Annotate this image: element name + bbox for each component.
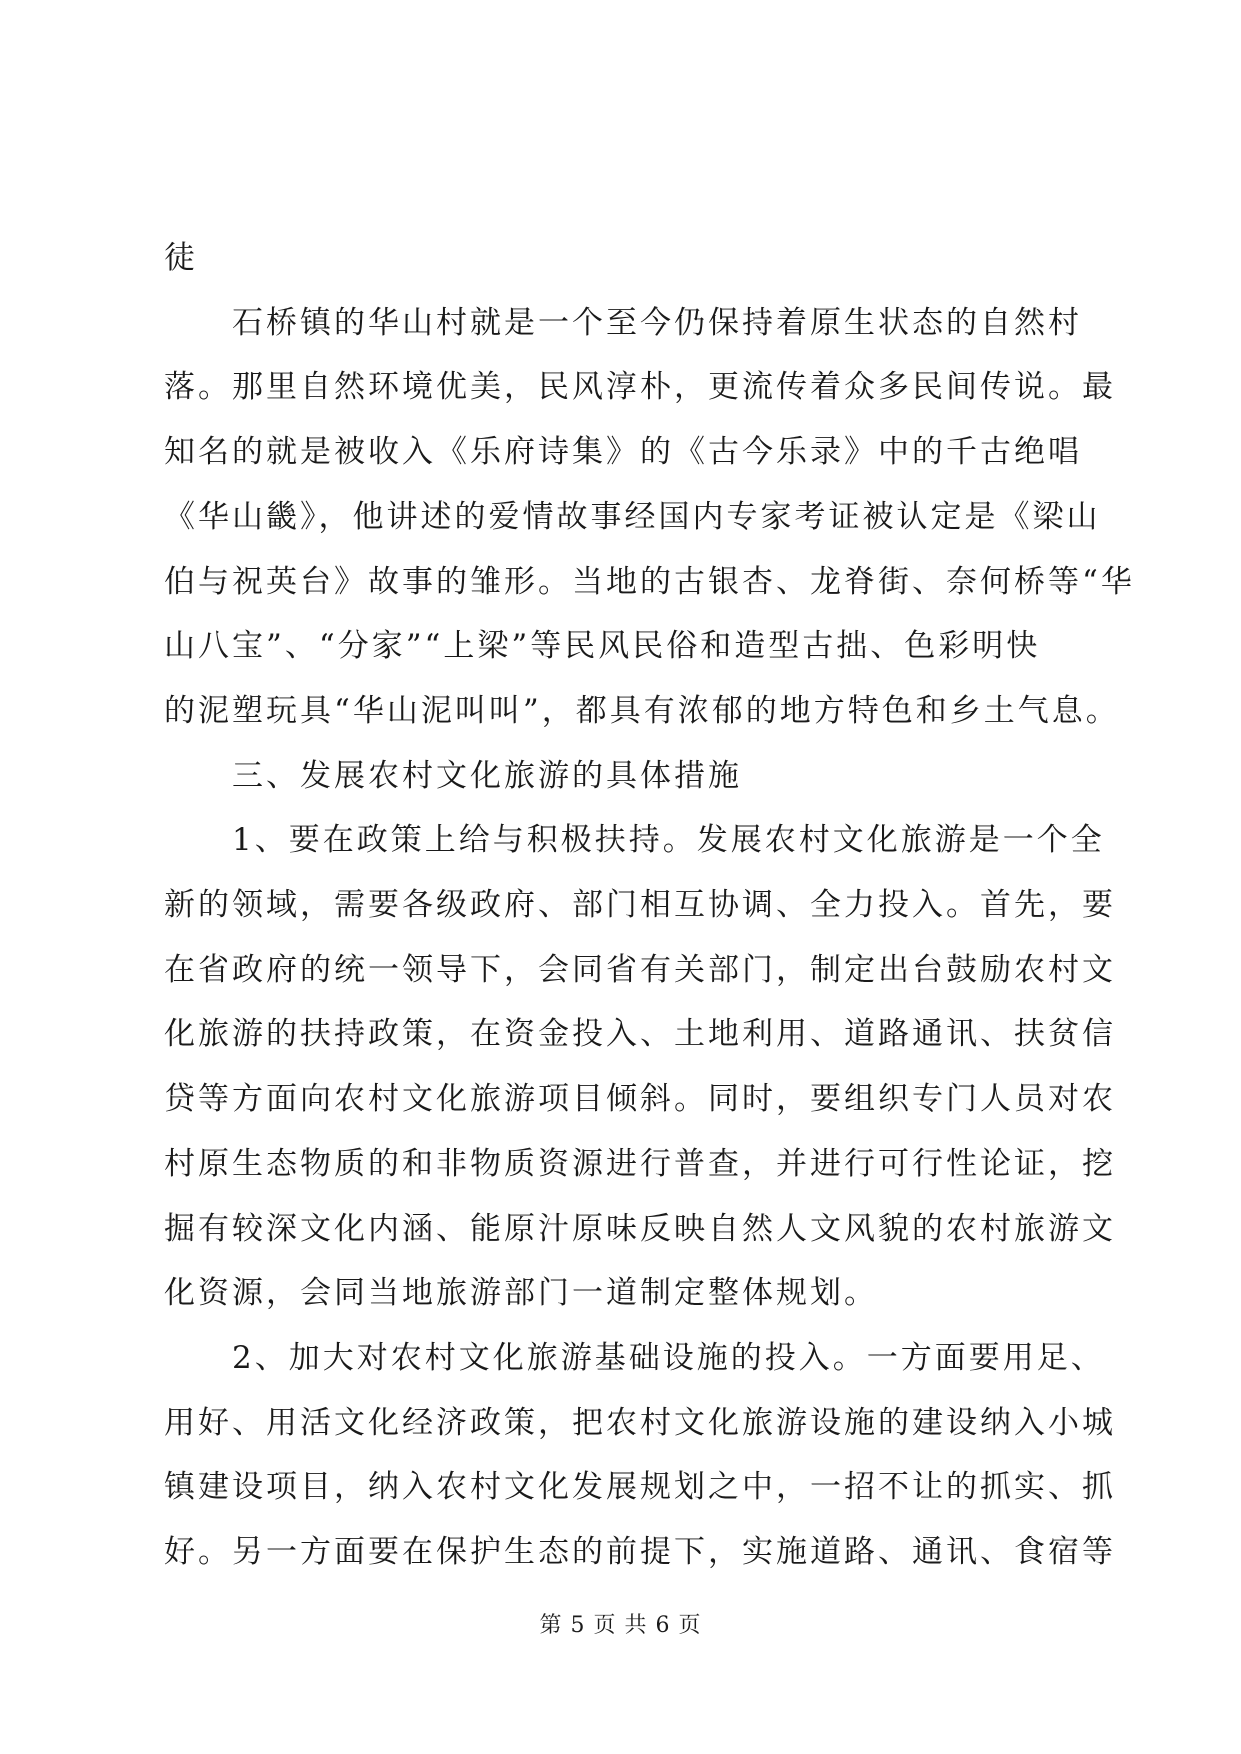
text-line: 石桥镇的华山村就是一个至今仍保持着原生状态的自然村 [232,304,1082,341]
section-heading-text: 三、发展农村文化旅游的具体措施 [232,757,742,794]
text-line: 《华山畿》，他讲述的爱情故事经国内专家考证被认定是《梁山 [164,498,1101,535]
paragraph-measure-1 [164,808,1116,1326]
text-line: 在省政府的统一领导下，会同省有关部门，制定出台鼓励农村文 [164,951,1116,988]
paragraph-huashan-village [164,291,1135,744]
text-line: 化旅游的扶持政策，在资金投入、土地利用、道路通讯、扶贫信 [164,1016,1116,1053]
paragraph-continuation [164,226,1094,291]
document-body [164,226,1135,1585]
text-line: 镇建设项目，纳入农村文化发展规划之中，一招不让的抓实、抓 [164,1469,1116,1506]
text-line: 2、加大对农村文化旅游基础设施的投入。一方面要用足、 [232,1339,1105,1376]
text-line: 的泥塑玩具“华山泥叫叫”，都具有浓郁的地方特色和乡土气息。 [164,692,1120,729]
page-number-footer: 第 5 页 共 6 页 [539,1613,702,1638]
text-line: 徒 [164,240,198,276]
text-line: 山八宝”、“分家”“上梁”等民风民俗和造型古拙、色彩明快 [164,628,1041,665]
text-line: 村原生态物质的和非物质资源进行普查，并进行可行性论证，挖 [164,1145,1116,1182]
text-line: 知名的就是被收入《乐府诗集》的《古今乐录》中的千古绝唱 [164,434,1082,471]
section-heading [164,744,1094,809]
text-line: 新的领域，需要各级政府、部门相互协调、全力投入。首先，要 [164,887,1116,924]
text-line: 用好、用活文化经济政策，把农村文化旅游设施的建设纳入小城 [164,1404,1116,1441]
text-line: 好。另一方面要在保护生态的前提下，实施道路、通讯、食宿等 [164,1534,1116,1571]
text-line: 1、要在政策上给与积极扶持。发展农村文化旅游是一个全 [232,822,1105,859]
text-line: 落。那里自然环境优美，民风淳朴，更流传着众多民间传说。最 [164,369,1116,406]
text-line: 贷等方面向农村文化旅游项目倾斜。同时，要组织专门人员对农 [164,1081,1116,1118]
text-line: 化资源，会同当地旅游部门一道制定整体规划。 [164,1275,878,1312]
text-line: 伯与祝英台》故事的雏形。当地的古银杏、龙脊街、奈何桥等“华 [164,563,1135,600]
text-line: 掘有较深文化内涵、能原汁原味反映自然人文风貌的农村旅游文 [164,1210,1116,1247]
paragraph-measure-2 [164,1326,1116,1585]
